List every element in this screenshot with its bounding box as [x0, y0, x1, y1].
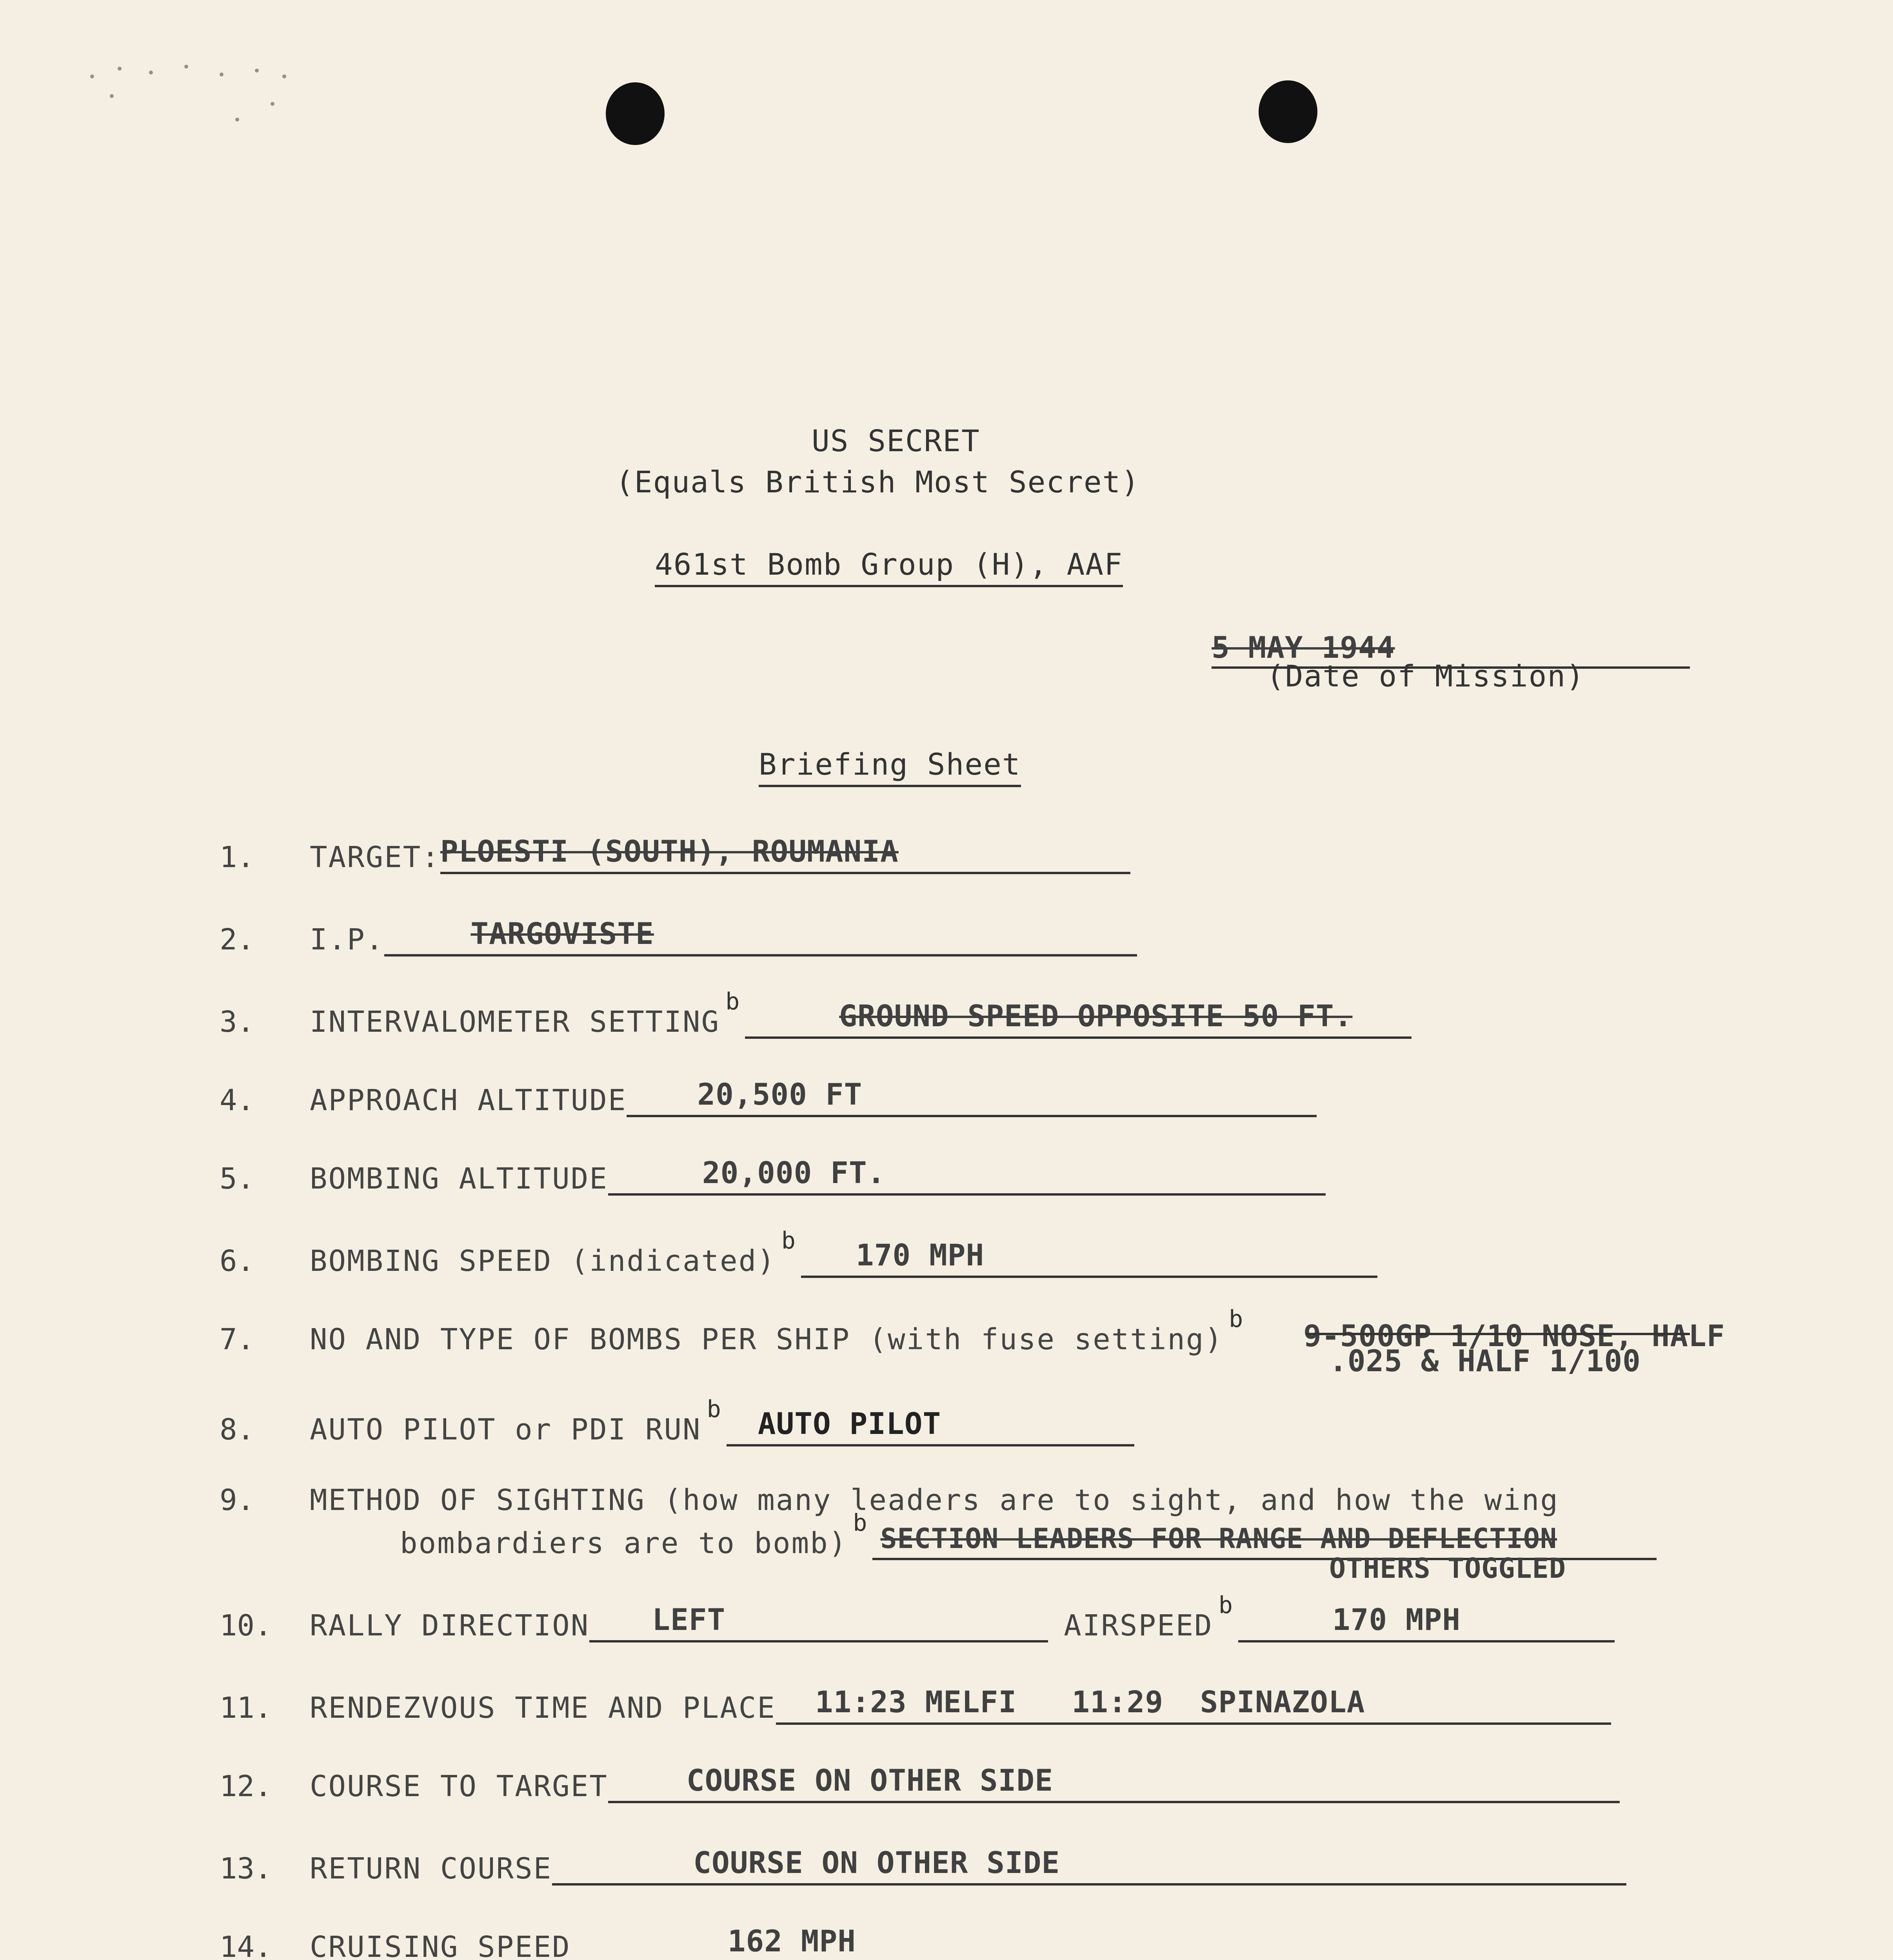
item-bombing-speed: 6. BOMBING SPEED (indicated) b 170 MPH [220, 1227, 1377, 1278]
mission-date-value: 5 MAY 1944 [1212, 630, 1395, 665]
item-bombs-per-ship: 7. NO AND TYPE OF BOMBS PER SHIP (with fuse setting) b 9-500GP 1/10 NOSE, HALF [220, 1305, 1725, 1356]
bombing-speed-value: 170 MPH [856, 1238, 985, 1272]
bombs-value-line1: 9-500GP 1/10 NOSE, HALF [1303, 1318, 1725, 1353]
classification-line: US SECRET [812, 423, 980, 458]
intervalometer-value: GROUND SPEED OPPOSITE 50 FT. [839, 998, 1353, 1033]
unit-name: 461st Bomb Group (H), AAF [655, 547, 1123, 587]
sighting-value-line2: OTHERS TOGGLED [1329, 1552, 1566, 1584]
ip-value: TARGOVISTE [471, 916, 654, 951]
cruising-speed-value: 162 MPH [727, 1924, 856, 1958]
item-target: 1. TARGET: PLOESTI (SOUTH), ROUMANIA [220, 823, 1130, 874]
bombing-altitude-value: 20,000 FT. [702, 1155, 886, 1190]
punch-hole-right [1259, 80, 1317, 143]
approach-altitude-value: 20,500 FT [697, 1077, 863, 1112]
return-course-value: COURSE ON OTHER SIDE [693, 1845, 1060, 1880]
item-return-course: 13. RETURN COURSE COURSE ON OTHER SIDE [220, 1835, 1626, 1886]
item-ip: 2. I.P. TARGOVISTE [220, 906, 1137, 956]
item-rally-direction: 10. RALLY DIRECTION LEFT AIRSPEED b 170 MPH [220, 1592, 1615, 1642]
item-auto-pilot: 8. AUTO PILOT or PDI RUN b AUTO PILOT [220, 1396, 1134, 1446]
item-bombing-altitude: 5. BOMBING ALTITUDE 20,000 FT. [220, 1145, 1326, 1196]
auto-pilot-value: AUTO PILOT [758, 1406, 941, 1441]
item-course-to-target: 12. COURSE TO TARGET COURSE ON OTHER SIDE [220, 1752, 1620, 1803]
bombs-value-line2: .025 & HALF 1/100 [1329, 1343, 1641, 1378]
item-intervalometer: 3. INTERVALOMETER SETTING b GROUND SPEED OPPOSITE 50 FT. [220, 988, 1412, 1039]
item-rendezvous: 11. RENDEZVOUS TIME AND PLACE 11:23 MELFI 11:29 SPINAZOLA [220, 1674, 1611, 1725]
classification-equivalent: (Equals British Most Secret) [616, 465, 1140, 499]
method-of-sighting-line2: bombardiers are to bomb) b SECTION LEADERS FOR RANGE AND DEFLECTION [400, 1509, 1657, 1560]
sighting-value: SECTION LEADERS FOR RANGE AND DEFLECTION [880, 1523, 1557, 1555]
mission-date-caption: (Date of Mission) [1266, 659, 1585, 693]
rally-direction-value: LEFT [652, 1602, 726, 1637]
sheet-title: Briefing Sheet [759, 747, 1021, 787]
punch-hole-left [606, 82, 665, 145]
rally-airspeed-value: 170 MPH [1332, 1602, 1461, 1637]
bombs-value-line2-field [1306, 1333, 1690, 1378]
item-cruising-speed: 14. CRUISING SPEED 162 MPH [220, 1913, 947, 1960]
item-approach-altitude: 4. APPROACH ALTITUDE 20,500 FT [220, 1066, 1317, 1117]
course-to-target-value: COURSE ON OTHER SIDE [686, 1763, 1053, 1798]
target-value: PLOESTI (SOUTH), ROUMANIA [440, 834, 899, 869]
rendezvous-value: 11:23 MELFI 11:29 SPINAZOLA [815, 1684, 1365, 1719]
item-method-of-sighting: 9. METHOD OF SIGHTING (how many leaders are to sight, and how the wing [220, 1483, 1559, 1517]
